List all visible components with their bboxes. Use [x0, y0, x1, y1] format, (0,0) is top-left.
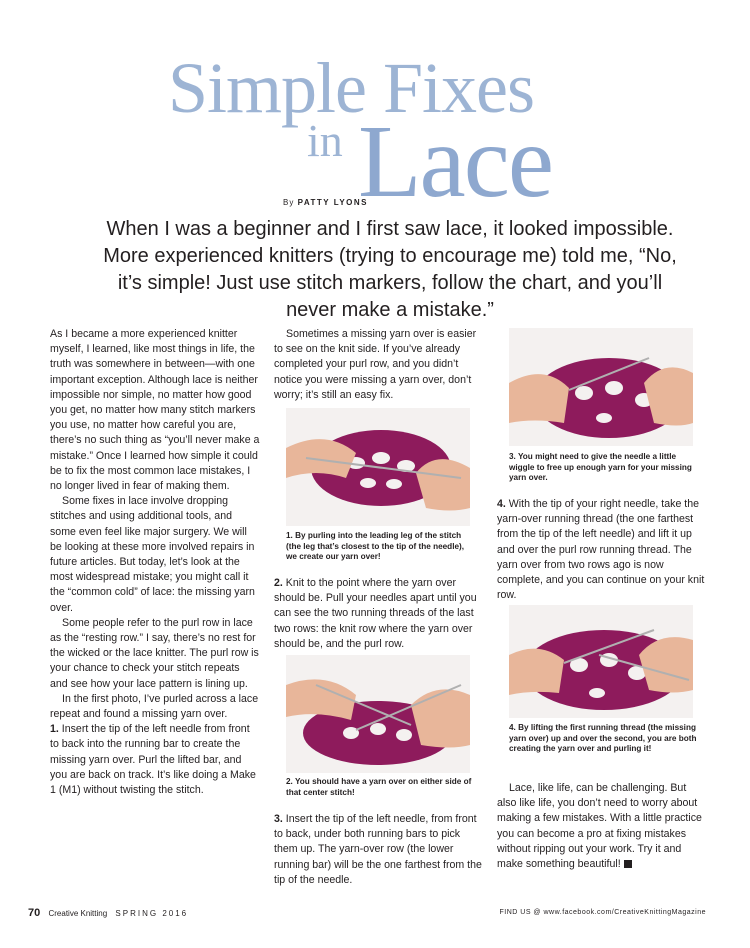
column-2-step-3 [274, 812, 482, 888]
closing-text: Lace, like life, can be challenging. But also like life, you don’t need to worry about making a few mistakes. With a little practice you can become a pro at fixing mistakes without ripping out your work. Try it and make something beautiful! [497, 782, 702, 871]
issue-season: SPRING 2016 [115, 909, 189, 918]
step-number: 3. [274, 813, 283, 825]
author-name: PATTY LYONS [297, 198, 369, 207]
column-3-step-4 [497, 497, 707, 603]
byline [283, 198, 368, 207]
step-text: Knit to the point where the yarn over should be. Pull your needles apart until you can see the two running threads of the last two rows: the knit row where the yarn over should be, and the purl row. [274, 577, 477, 650]
paragraph: Sometimes a missing yarn over is easier to see on the knit side. If you’ve already completed your purl row, and you didn’t notice you were missing a yarn over, don’t worry; it’s still an easy fix. [274, 328, 477, 401]
title-simple-fixes: Simple Fixes [168, 48, 535, 128]
photo-step-2 [286, 655, 470, 773]
paragraph: In the first photo, I’ve purled across a lace repeat and found a missing yarn over. [50, 692, 259, 721]
caption-4: 4. By lifting the first running thread (the missing yarn over) up and over the second, you are both creating the yarn over and purling it! [509, 723, 697, 753]
caption-3: 3. You might need to give the needle a little wiggle to free up enough yarn for your missing yarn over. [509, 452, 692, 482]
caption-1: 1. By purling into the leading leg of the stitch (the leg that’s closest to the tip of the needle), we create our yarn over! [286, 531, 465, 561]
end-mark [624, 860, 632, 868]
photo-step-3 [509, 328, 693, 446]
footer-find-us: FIND US @ www.facebook.com/CreativeKnittingMagazine [499, 909, 706, 916]
title-in: in [307, 115, 343, 166]
intro-paragraph: When I was a beginner and I first saw lace, it looked impossible. More experienced knitters (trying to encourage me) told me, “No, it’s simple! Just use stitch markers, follow the chart, and you’ll never make a mistake.” [103, 218, 677, 321]
step-number: 1. [50, 723, 59, 736]
step-number: 4. [497, 498, 506, 510]
magazine-name: Creative Knitting [48, 909, 108, 918]
step-text: Insert the tip of the left needle, from front to back, under both running bars to pick them up. The yarn-over row (the lower running bar) will be the one farthest from the tip of the needle. [274, 813, 482, 886]
column-1 [50, 327, 260, 798]
photo-step-1 [286, 408, 470, 526]
step-text: Insert the tip of the left needle from front to back into the running bar to create the missing yarn over. Purl the lifted bar, and you are back on track. It’s like doing a Make 1 (M1) without twisting the stitch. [50, 723, 256, 797]
photo-step-4 [509, 605, 693, 718]
byline-prefix: By [283, 198, 295, 207]
paragraph: As I became a more experienced knitter myself, I learned, like most things in life, the truth was somewhere in between—with one important exception. Although lace is neither impossible nor simple, no matter how good you get, no matter how many stitch markers you use, no matter how careful you are, there’s no such thing as “you’ll never make a mistake.” Once I learned how simple it could be to fix the most common lace mistakes, I no longer lived in fear of making them. [50, 328, 260, 493]
caption-2: 2. You should have a yarn over on either side of that center stitch! [286, 777, 472, 797]
paragraph: Some fixes in lace involve dropping stitches and using additional tools, and some even feel like major surgery. We will be looking at these more involved repairs in future articles. But today, let’s look at the most widespread mistake; you might call it the “common cold” of lace: the missing yarn over. [50, 495, 255, 614]
step-1 [50, 722, 260, 798]
step-text: With the tip of your right needle, take the yarn-over running thread (the one farthest from the tip of the left needle) and lift it up and over the purl row running thread. The yarn over from two rows ago is now complete, and you can continue on your knit row. [497, 498, 705, 602]
title-lace: Lace [358, 104, 553, 219]
paragraph: Some people refer to the purl row in lace as the “resting row.” I say, there’s no rest for the wicked or the lace knitter. The purl row is your chance to check your stitch repeats and see how your lace pattern is lining up. [50, 616, 259, 690]
column-2-top [274, 327, 482, 403]
column-2-step-2 [274, 576, 482, 652]
footer-left [28, 907, 188, 919]
column-3-closing [497, 781, 707, 872]
closing-paragraph [497, 781, 707, 872]
page-number: 70 [28, 907, 41, 919]
step-number: 2. [274, 577, 283, 589]
